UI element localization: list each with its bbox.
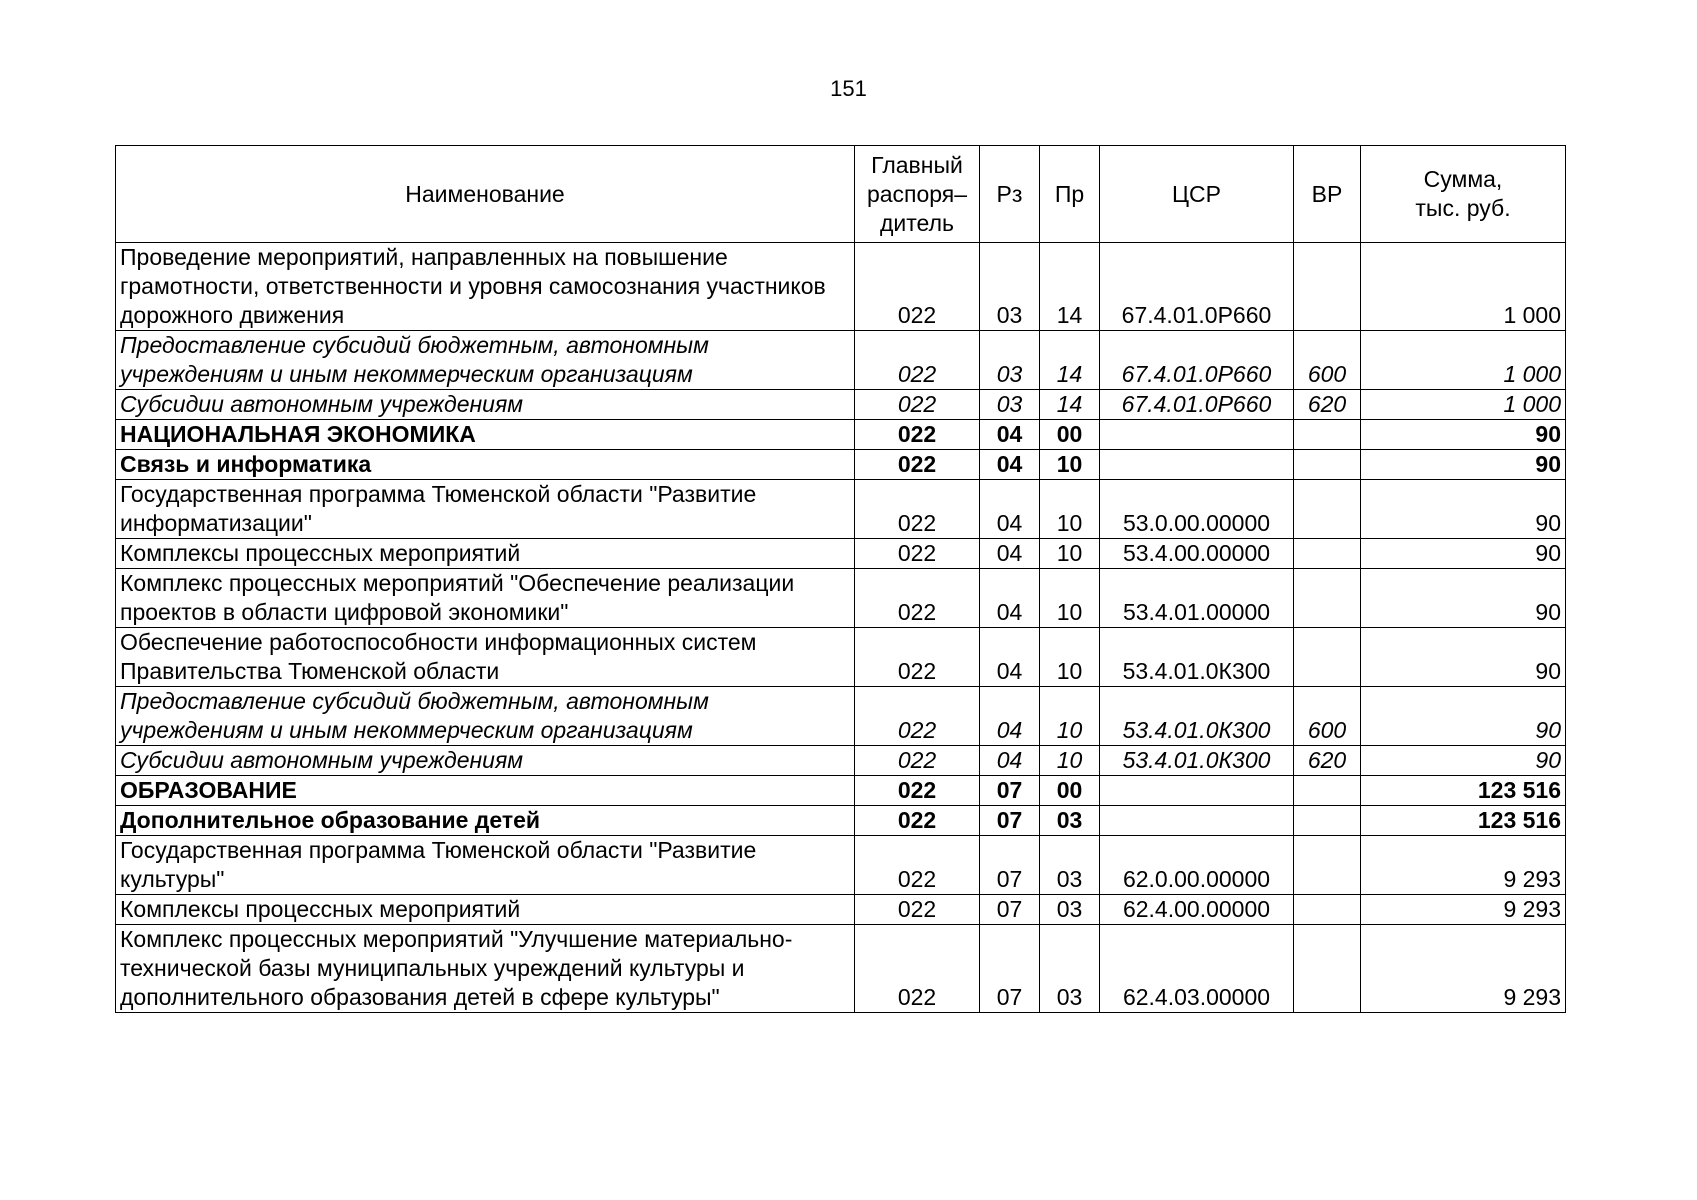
cell-sum: 1 000	[1361, 331, 1566, 390]
cell-name: Обеспечение работоспособности информационных систем Правительства Тюменской области	[116, 628, 855, 687]
cell-pr: 03	[1040, 925, 1100, 1013]
cell-csr: 53.4.01.0К300	[1100, 628, 1294, 687]
cell-sum: 9 293	[1361, 836, 1566, 895]
cell-name: Предоставление субсидий бюджетным, автономным учреждениям и иным некоммерческим организациям	[116, 331, 855, 390]
cell-csr: 62.0.00.00000	[1100, 836, 1294, 895]
cell-rz: 04	[980, 539, 1040, 569]
cell-pr: 10	[1040, 539, 1100, 569]
cell-vr	[1294, 539, 1361, 569]
cell-csr	[1100, 420, 1294, 450]
cell-name: Государственная программа Тюменской области "Развитие информатизации"	[116, 480, 855, 539]
header-grbs	[855, 146, 980, 243]
cell-vr	[1294, 420, 1361, 450]
cell-pr: 14	[1040, 243, 1100, 331]
cell-rz: 04	[980, 746, 1040, 776]
table-row	[116, 480, 1566, 539]
cell-pr: 10	[1040, 687, 1100, 746]
cell-csr: 62.4.00.00000	[1100, 895, 1294, 925]
cell-pr: 00	[1040, 420, 1100, 450]
cell-grbs: 022	[855, 687, 980, 746]
cell-sum: 90	[1361, 628, 1566, 687]
header-grbs-line2: распоря–	[866, 180, 968, 207]
cell-sum: 9 293	[1361, 925, 1566, 1013]
table-header-row	[116, 146, 1566, 243]
cell-sum: 1 000	[1361, 243, 1566, 331]
cell-sum: 123 516	[1361, 806, 1566, 836]
table-row	[116, 746, 1566, 776]
table-row	[116, 420, 1566, 450]
cell-grbs: 022	[855, 420, 980, 450]
header-sum-line2: тыс. руб.	[1415, 195, 1511, 221]
cell-vr	[1294, 925, 1361, 1013]
cell-grbs: 022	[855, 836, 980, 895]
cell-csr: 53.0.00.00000	[1100, 480, 1294, 539]
table-row	[116, 925, 1566, 1013]
cell-vr	[1294, 895, 1361, 925]
cell-csr: 62.4.03.00000	[1100, 925, 1294, 1013]
table-row	[116, 687, 1566, 746]
cell-grbs: 022	[855, 331, 980, 390]
cell-grbs: 022	[855, 450, 980, 480]
table-row	[116, 895, 1566, 925]
cell-rz: 07	[980, 806, 1040, 836]
cell-grbs: 022	[855, 390, 980, 420]
cell-name: Комплексы процессных мероприятий	[116, 539, 855, 569]
cell-rz: 07	[980, 836, 1040, 895]
cell-sum: 90	[1361, 480, 1566, 539]
cell-rz: 04	[980, 687, 1040, 746]
cell-name: Комплекс процессных мероприятий "Улучшение материально-технической базы муниципальных учреждений культуры и дополнительного образования детей в сфере культуры"	[116, 925, 855, 1013]
cell-csr	[1100, 806, 1294, 836]
header-rz: Рз	[980, 146, 1040, 243]
cell-name: Связь и информатика	[116, 450, 855, 480]
cell-rz: 07	[980, 776, 1040, 806]
budget-table	[115, 145, 1566, 1013]
cell-grbs: 022	[855, 746, 980, 776]
table-row	[116, 331, 1566, 390]
cell-grbs: 022	[855, 895, 980, 925]
cell-grbs: 022	[855, 925, 980, 1013]
cell-csr: 53.4.00.00000	[1100, 539, 1294, 569]
cell-name: Субсидии автономным учреждениям	[116, 746, 855, 776]
cell-grbs: 022	[855, 569, 980, 628]
cell-pr: 00	[1040, 776, 1100, 806]
cell-pr: 03	[1040, 895, 1100, 925]
cell-pr: 10	[1040, 450, 1100, 480]
cell-name: Дополнительное образование детей	[116, 806, 855, 836]
cell-vr: 600	[1294, 331, 1361, 390]
cell-pr: 14	[1040, 331, 1100, 390]
table-row	[116, 628, 1566, 687]
cell-name: ОБРАЗОВАНИЕ	[116, 776, 855, 806]
cell-rz: 07	[980, 925, 1040, 1013]
cell-sum: 90	[1361, 746, 1566, 776]
table-row	[116, 450, 1566, 480]
cell-sum: 9 293	[1361, 895, 1566, 925]
header-grbs-line1: Главный	[871, 151, 963, 178]
cell-rz: 04	[980, 420, 1040, 450]
cell-sum: 123 516	[1361, 776, 1566, 806]
cell-rz: 03	[980, 243, 1040, 331]
cell-name: Комплексы процессных мероприятий	[116, 895, 855, 925]
cell-sum: 90	[1361, 420, 1566, 450]
cell-sum: 90	[1361, 569, 1566, 628]
table-row	[116, 776, 1566, 806]
cell-sum: 90	[1361, 539, 1566, 569]
cell-vr	[1294, 569, 1361, 628]
cell-vr	[1294, 776, 1361, 806]
header-csr: ЦСР	[1100, 146, 1294, 243]
table-row	[116, 806, 1566, 836]
cell-rz: 04	[980, 480, 1040, 539]
cell-csr: 53.4.01.0К300	[1100, 746, 1294, 776]
cell-csr: 53.4.01.00000	[1100, 569, 1294, 628]
cell-vr	[1294, 450, 1361, 480]
cell-pr: 03	[1040, 836, 1100, 895]
table-row	[116, 390, 1566, 420]
cell-grbs: 022	[855, 628, 980, 687]
cell-csr: 67.4.01.0Р660	[1100, 390, 1294, 420]
cell-csr	[1100, 450, 1294, 480]
cell-name: НАЦИОНАЛЬНАЯ ЭКОНОМИКА	[116, 420, 855, 450]
cell-vr	[1294, 836, 1361, 895]
cell-grbs: 022	[855, 539, 980, 569]
cell-rz: 03	[980, 331, 1040, 390]
header-vr: ВР	[1294, 146, 1361, 243]
cell-grbs: 022	[855, 806, 980, 836]
cell-name: Проведение мероприятий, направленных на повышение грамотности, ответственности и уровня самосознания участников дорожного движения	[116, 243, 855, 331]
cell-vr	[1294, 480, 1361, 539]
cell-name: Государственная программа Тюменской области "Развитие культуры"	[116, 836, 855, 895]
cell-sum: 1 000	[1361, 390, 1566, 420]
table-row	[116, 569, 1566, 628]
cell-sum: 90	[1361, 687, 1566, 746]
cell-name: Субсидии автономным учреждениям	[116, 390, 855, 420]
cell-grbs: 022	[855, 243, 980, 331]
cell-csr: 53.4.01.0К300	[1100, 687, 1294, 746]
cell-rz: 04	[980, 569, 1040, 628]
cell-rz: 07	[980, 895, 1040, 925]
cell-pr: 10	[1040, 628, 1100, 687]
cell-grbs: 022	[855, 480, 980, 539]
cell-vr	[1294, 806, 1361, 836]
table-row	[116, 539, 1566, 569]
cell-pr: 03	[1040, 806, 1100, 836]
cell-grbs: 022	[855, 776, 980, 806]
cell-vr	[1294, 243, 1361, 331]
cell-name: Предоставление субсидий бюджетным, автономным учреждениям и иным некоммерческим организациям	[116, 687, 855, 746]
header-sum-line1: Сумма,	[1423, 166, 1503, 192]
cell-rz: 03	[980, 390, 1040, 420]
header-pr: Пр	[1040, 146, 1100, 243]
cell-vr: 620	[1294, 746, 1361, 776]
cell-pr: 10	[1040, 480, 1100, 539]
cell-rz: 04	[980, 450, 1040, 480]
cell-csr	[1100, 776, 1294, 806]
cell-sum: 90	[1361, 450, 1566, 480]
cell-vr: 600	[1294, 687, 1361, 746]
cell-pr: 10	[1040, 569, 1100, 628]
header-sum	[1361, 146, 1566, 243]
header-grbs-line3: дитель	[880, 209, 954, 236]
cell-rz: 04	[980, 628, 1040, 687]
cell-csr: 67.4.01.0Р660	[1100, 331, 1294, 390]
cell-pr: 14	[1040, 390, 1100, 420]
header-name: Наименование	[116, 146, 855, 243]
cell-vr	[1294, 628, 1361, 687]
page-number: 151	[830, 76, 867, 101]
cell-vr: 620	[1294, 390, 1361, 420]
cell-csr: 67.4.01.0Р660	[1100, 243, 1294, 331]
cell-name: Комплекс процессных мероприятий "Обеспечение реализации проектов в области цифровой экономики"	[116, 569, 855, 628]
table-row	[116, 836, 1566, 895]
table-row	[116, 243, 1566, 331]
cell-pr: 10	[1040, 746, 1100, 776]
